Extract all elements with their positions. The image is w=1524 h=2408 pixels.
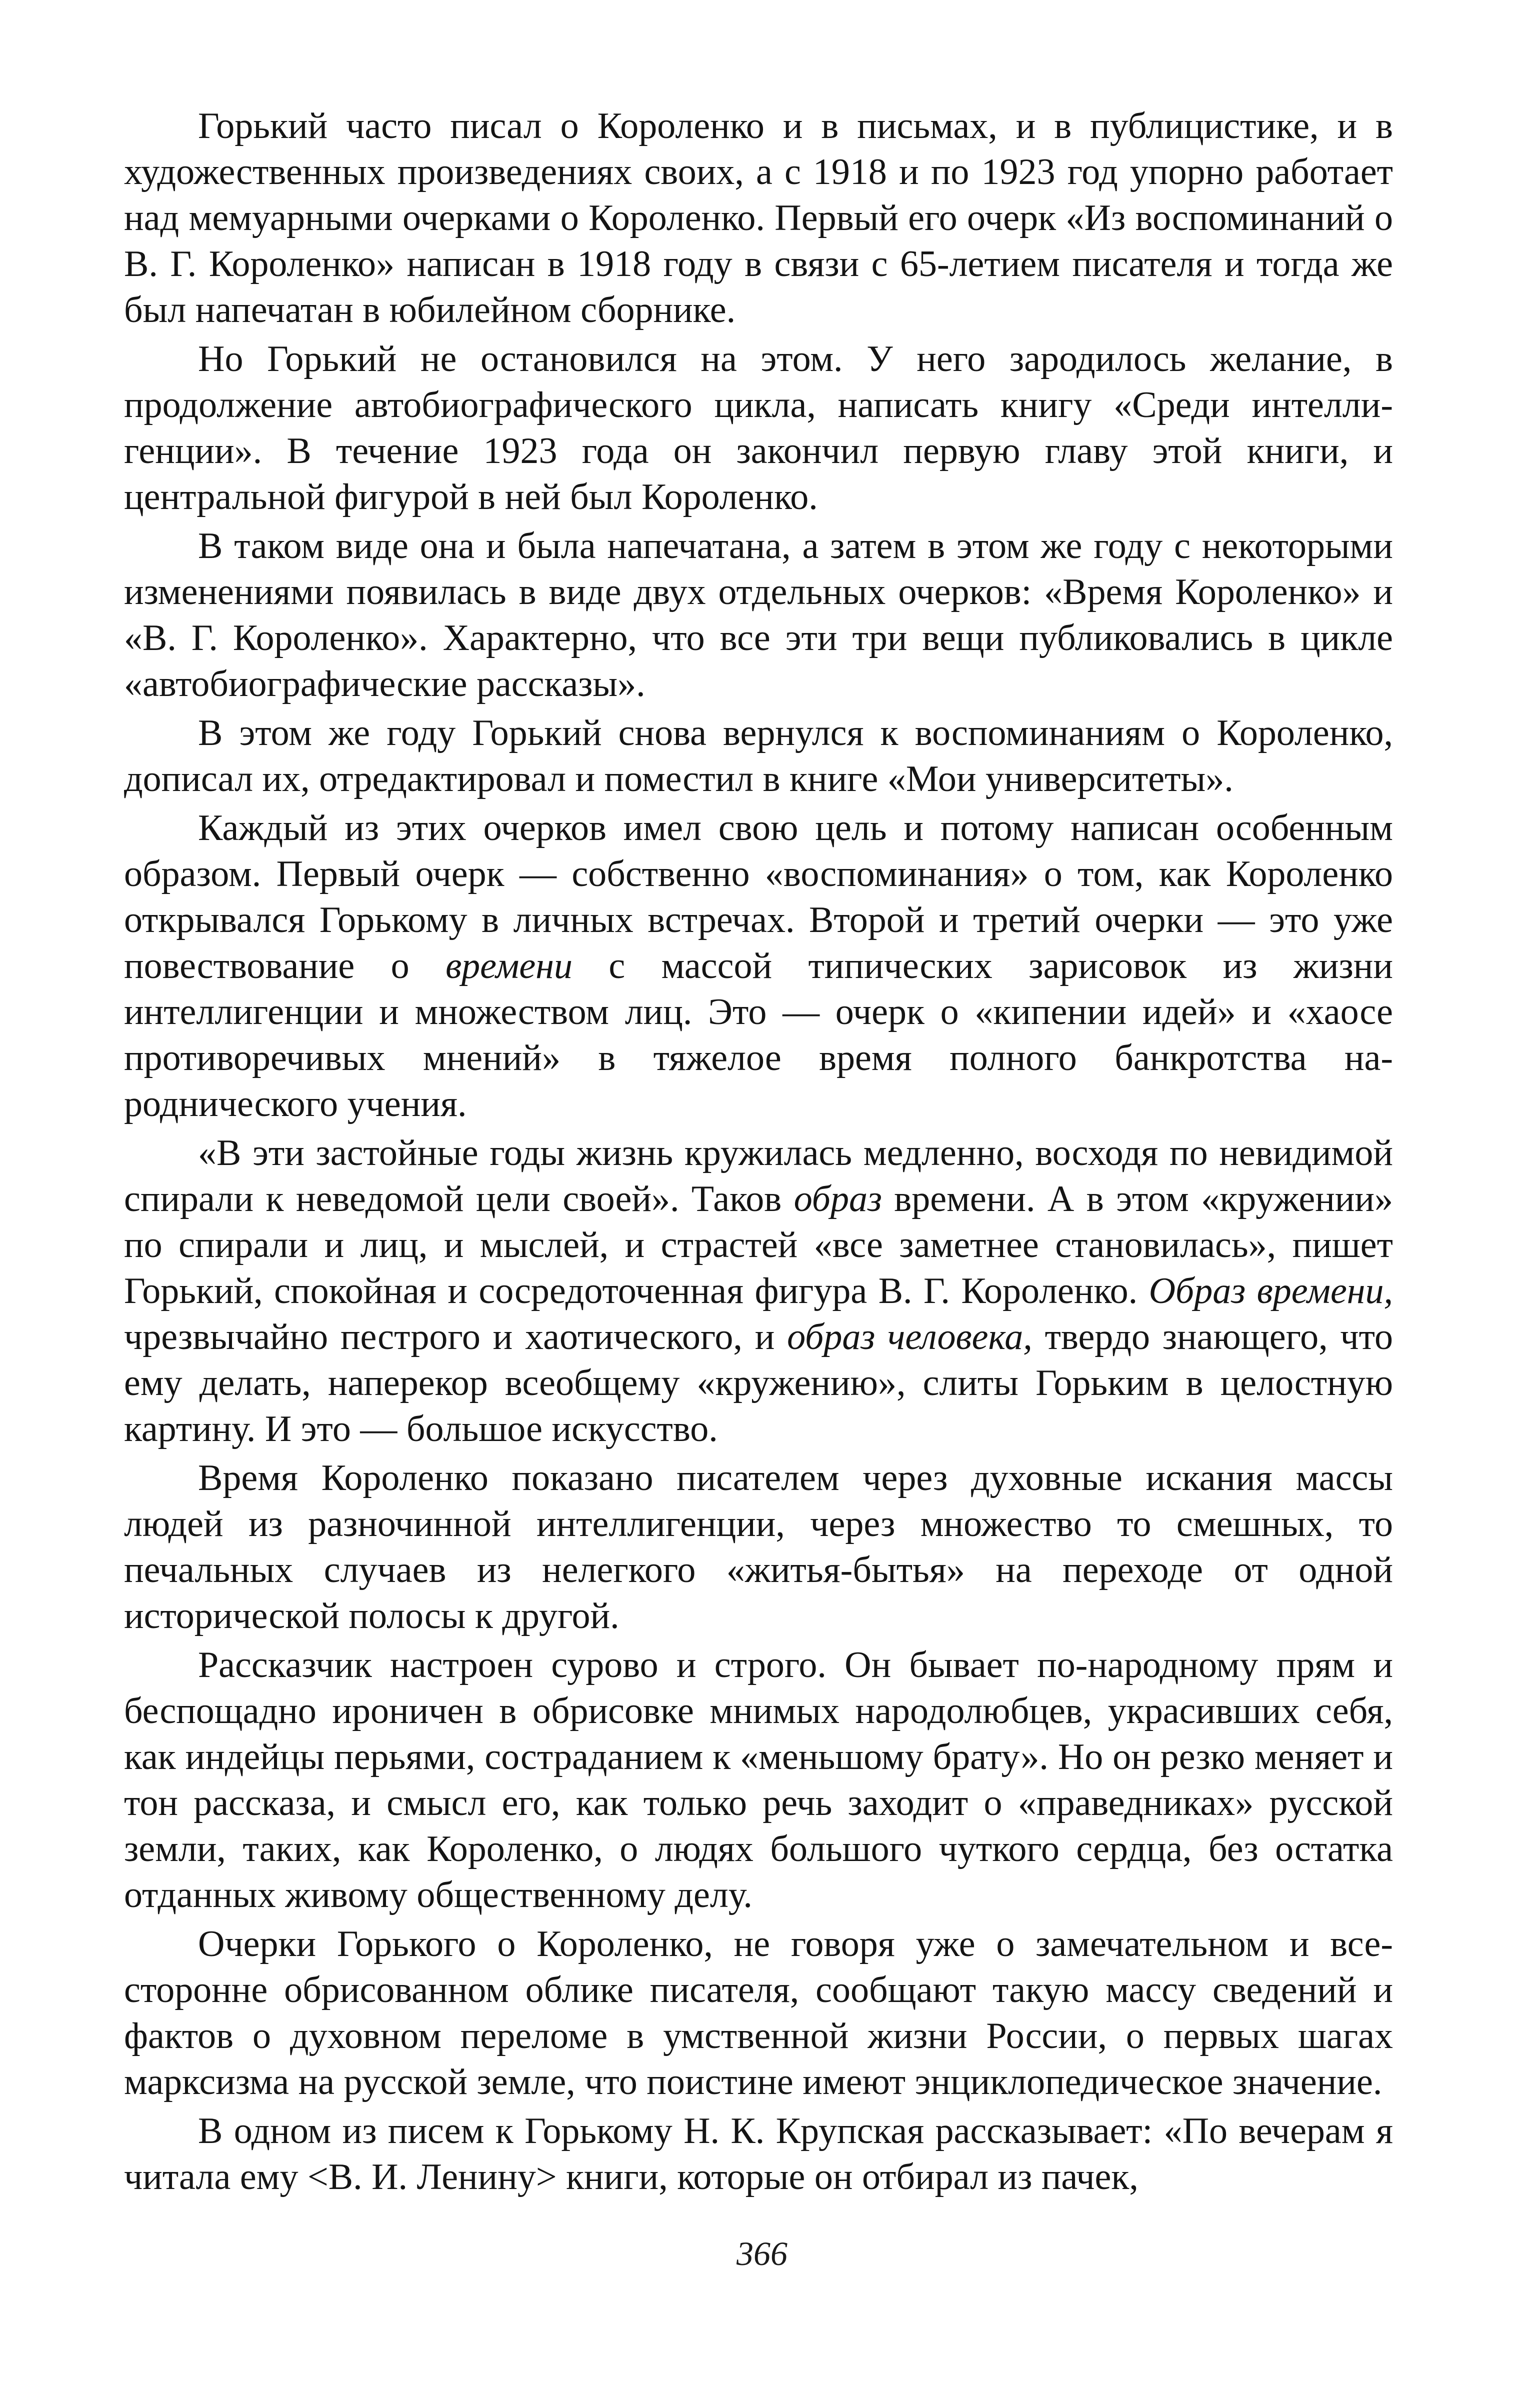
italic-run: образ [794,1178,882,1220]
text-run: В одном из писем к Горькому Н. К. Крупская рассказывает: «По вечерам я читала ему <В. И. Ленину> книги, которые он отбирал из пачек, [124,2110,1393,2198]
text-run: времени. А в этом «кружении» по спирали и лиц, и мыслей, и страстей «все заметнее становилась», пишет Горький, спокойная и сосредоточенная фигура В. Г. Короленко. [124,1178,1393,1312]
paragraph [124,1921,1393,2105]
body-text [124,103,1393,2203]
text-run: Но Горький не остановился на этом. У него зародилось желание, в продолжение автобиографического цикла, написать книгу «Среди интеллигенции». В течение 1923 года он закончил первую главу этой книги, и центральной фигурой в ней был Короленко. [124,338,1393,518]
italic-run: Образ времени, [1148,1270,1393,1312]
text-run: «В эти застойные годы жизнь кружилась медленно, восходя по невидимой спирали к неведомой цели своей». Таков [124,1132,1393,1220]
paragraph [124,336,1393,520]
text-run: с массой типических зарисовок из жизни интеллигенции и множеством лиц. Это — очерк о «кипении идей» и «хаосе противоречивых мнений» в тяжелое время полного банкротства народнического учения. [124,946,1393,1124]
text-run: В этом же году Горький снова вернулся к воспоминаниям о Короленко, дописал их, отредактировал и поместил в книге «Мои университеты». [124,712,1393,800]
paragraph [124,103,1393,333]
paragraph [124,1642,1393,1918]
paragraph [124,1455,1393,1639]
page-number: 366 [736,2234,788,2272]
text-run: Очерки Горького о Короленко, не говоря уже о замечательном и всесторонне обрисованном облике писателя, сообщают такую массу сведений и фактов о духовном переломе в умственной жизни России, о первых шагах марксизма на русской земле, что поистине имеют энциклопедическое значение. [124,1924,1393,2102]
text-run: Время Короленко показано писателем через духовные искания массы людей из разночинной интеллигенции, через множество то смешных, то печальных случаев из нелегкого «житья-бытья» на переходе от одной исторической полосы к другой. [124,1458,1393,1636]
text-run: твердо знающего, что ему делать, наперекор всеобщему «кружению», слиты Горьким в целостную картину. И это — большое искусство. [124,1316,1393,1450]
paragraph [124,710,1393,802]
text-run: Каждый из этих очерков имел свою цель и потому написан особенным образом. Первый очерк — собственно «воспоминания» о том, как Короленко открывался Горькому в личных встречах. Второй и третий очерки — это уже повествование о [124,808,1393,986]
paragraph [124,805,1393,1127]
italic-run: образ человека, [787,1316,1032,1358]
paragraph [124,1130,1393,1452]
paragraph [124,523,1393,707]
paragraph [124,2108,1393,2200]
text-run: чрезвычайно пестрого и хаотического, и [124,1316,788,1358]
text-run: Рассказчик настроен сурово и строго. Он бывает по-народному прям и беспощадно ироничен в обрисовке мнимых народолюбцев, украсивших себя, как индейцы перьями, состраданием к «меньшому брату». Но он резко меняет и тон рассказа, и смысл его, как только речь заходит о «праведниках» русской земли, таких, как Короленко, о людях большого чуткого сердца, без остатка отданных живому общественному делу. [124,1644,1393,1916]
text-run: Горький часто писал о Короленко и в письмах, и в публицистике, и в художественных произведениях своих, а с 1918 и по 1923 год упорно работает над мемуарными очерками о Короленко. Первый его очерк «Из воспоминаний о В. Г. Короленко» написан в 1918 году в связи с 65-летием писателя и тогда же был напечатан в юбилейном сборнике. [124,106,1393,330]
italic-run: времени [446,946,572,986]
text-run: В таком виде она и была напечатана, а затем в этом же году с некоторыми изменениями появилась в виде двух отдельных очерков: «Время Короленко» и «В. Г. Короленко». Характерно, что все эти три вещи публиковались в цикле «автобиографические рассказы». [124,526,1393,704]
